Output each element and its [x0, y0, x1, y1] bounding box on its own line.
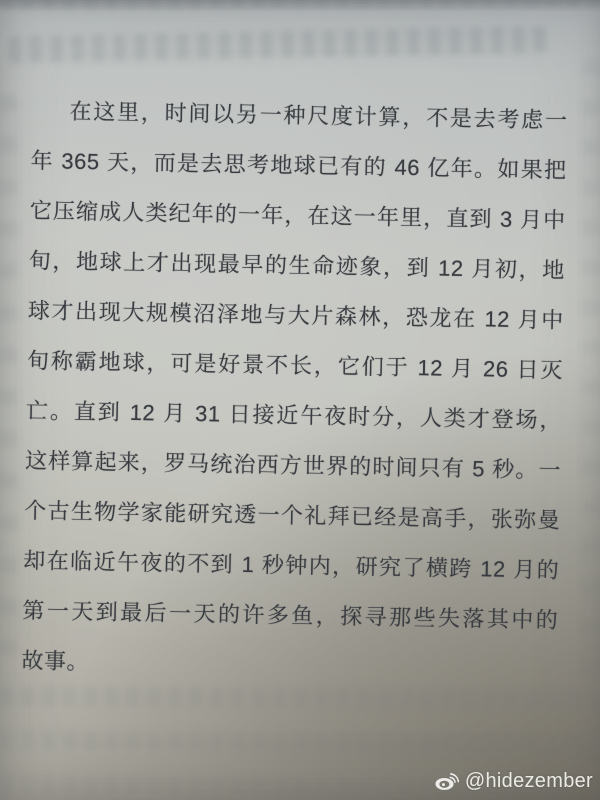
- paragraph-line: 它压缩成人类纪年的一年，在这一年里，直到 3 月中: [29, 197, 566, 233]
- bleedthrough-top-line: [8, 26, 548, 63]
- paragraph-line: 旬，地球上才出现最早的生命迹象，到 12 月初，地: [28, 247, 565, 283]
- bleedthrough-left-margin: [0, 95, 18, 655]
- bleedthrough-bottom-line-2: [0, 730, 600, 755]
- paragraph-line: 第一天到最后一天的许多鱼，探寻那些失落其中的: [22, 597, 559, 633]
- weibo-icon: [434, 771, 459, 792]
- bleedthrough-right-margin: [582, 60, 600, 680]
- bleedthrough-top-edge: [0, 0, 600, 9]
- paragraph-line: 亡。直到 12 月 31 日接近午夜时分，人类才登场，: [25, 397, 563, 433]
- watermark-handle: @hidezember: [464, 770, 593, 792]
- paragraph-line: 在这里，时间以另一种尺度计算，不是去考虑一: [69, 98, 568, 133]
- paragraph: [21, 86, 568, 696]
- paragraph-line: 年 365 天，而是去思考地球已有的 46 亿年。如果把: [30, 147, 567, 183]
- paragraph-line: 球才出现大规模沼泽地与大片森林，恐龙在 12 月中: [27, 297, 565, 333]
- paragraph-line: 却在临近午夜的不到 1 秒钟内，研究了横跨 12 月的: [23, 547, 560, 583]
- paragraph-line: 旬称霸地球，可是好景不长，它们于 12 月 26 日灭: [26, 347, 564, 383]
- paragraph-line: 这样算起来，罗马统治西方世界的时间只有 5 秒。一: [24, 447, 562, 483]
- paragraph-line: 个古生物学家能研究透一个礼拜已经是高手，张弥曼: [23, 497, 561, 533]
- paragraph-line: 故事。: [21, 647, 90, 675]
- watermark: [434, 770, 593, 793]
